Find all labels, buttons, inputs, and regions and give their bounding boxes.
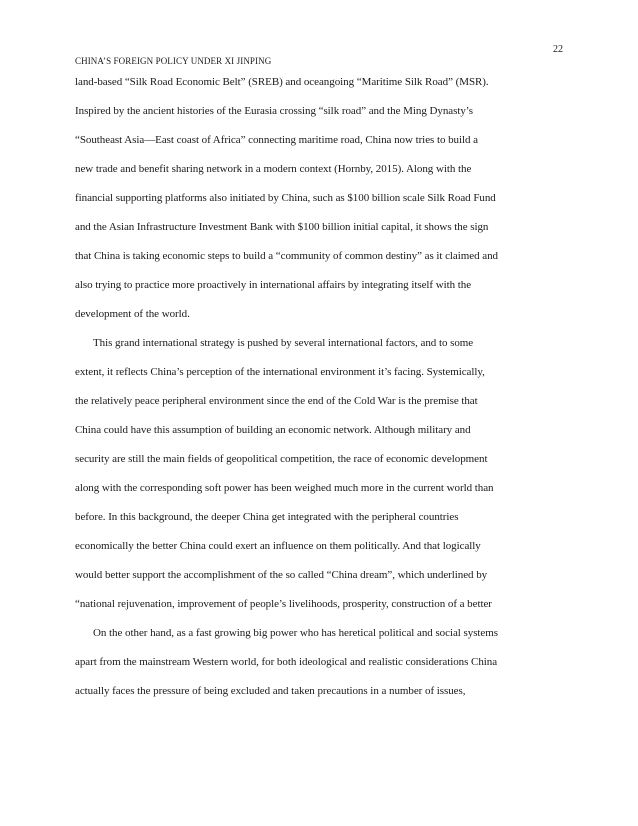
- text-line: “Southeast Asia—East coast of Africa” connecting maritime road, China now tries to build a: [75, 134, 479, 146]
- text-line: China could have this assumption of building an economic network. Although military and: [75, 424, 471, 436]
- text-line: security are still the main fields of geopolitical competition, the race of economic development: [75, 453, 488, 465]
- text-line: along with the corresponding soft power has been weighed much more in the current world than: [75, 482, 494, 494]
- text-line: On the other hand, as a fast growing big power who has heretical political and social systems: [93, 627, 498, 639]
- text-line: extent, it reflects China’s perception of the international environment it’s facing. Systemically,: [75, 366, 485, 378]
- text-line: the relatively peace peripheral environment since the end of the Cold War is the premise that: [75, 395, 478, 407]
- text-line: “national rejuvenation, improvement of people’s livelihoods, prosperity, construction of a better: [75, 598, 492, 610]
- text-line: new trade and benefit sharing network in a modern context (Hornby, 2015). Along with the: [75, 163, 472, 175]
- text-line: financial supporting platforms also initiated by China, such as $100 billion scale Silk Road Fund: [75, 192, 496, 204]
- page-number: 22: [553, 44, 563, 55]
- running-head: CHINA’S FOREIGN POLICY UNDER XI JINPING: [75, 56, 272, 66]
- paragraph-2: [75, 329, 565, 619]
- text-line: and the Asian Infrastructure Investment Bank with $100 billion initial capital, it shows the sign: [75, 221, 489, 233]
- text-line: before. In this background, the deeper China get integrated with the peripheral countries: [75, 511, 459, 523]
- text-line: actually faces the pressure of being excluded and taken precautions in a number of issues,: [75, 685, 466, 697]
- body-text: [75, 68, 565, 706]
- text-line: would better support the accomplishment of the so called “China dream”, which underlined by: [75, 569, 488, 581]
- text-line: This grand international strategy is pushed by several international factors, and to some: [93, 337, 474, 349]
- paragraph-3: [75, 619, 565, 706]
- text-line: apart from the mainstream Western world, for both ideological and realistic considerations China: [75, 656, 498, 668]
- text-line: also trying to practice more proactively in international affairs by integrating itself with the: [75, 279, 472, 291]
- text-line: Inspired by the ancient histories of the Eurasia crossing “silk road” and the Ming Dynasty’s: [75, 105, 474, 117]
- paragraph-1: [75, 68, 565, 329]
- text-line: development of the world.: [75, 308, 190, 320]
- text-line: that China is taking economic steps to build a “community of common destiny” as it claimed and: [75, 250, 498, 262]
- text-line: land-based “Silk Road Economic Belt” (SREB) and oceangoing “Maritime Silk Road” (MSR).: [75, 76, 489, 88]
- text-line: economically the better China could exert an influence on them politically. And that logically: [75, 540, 481, 552]
